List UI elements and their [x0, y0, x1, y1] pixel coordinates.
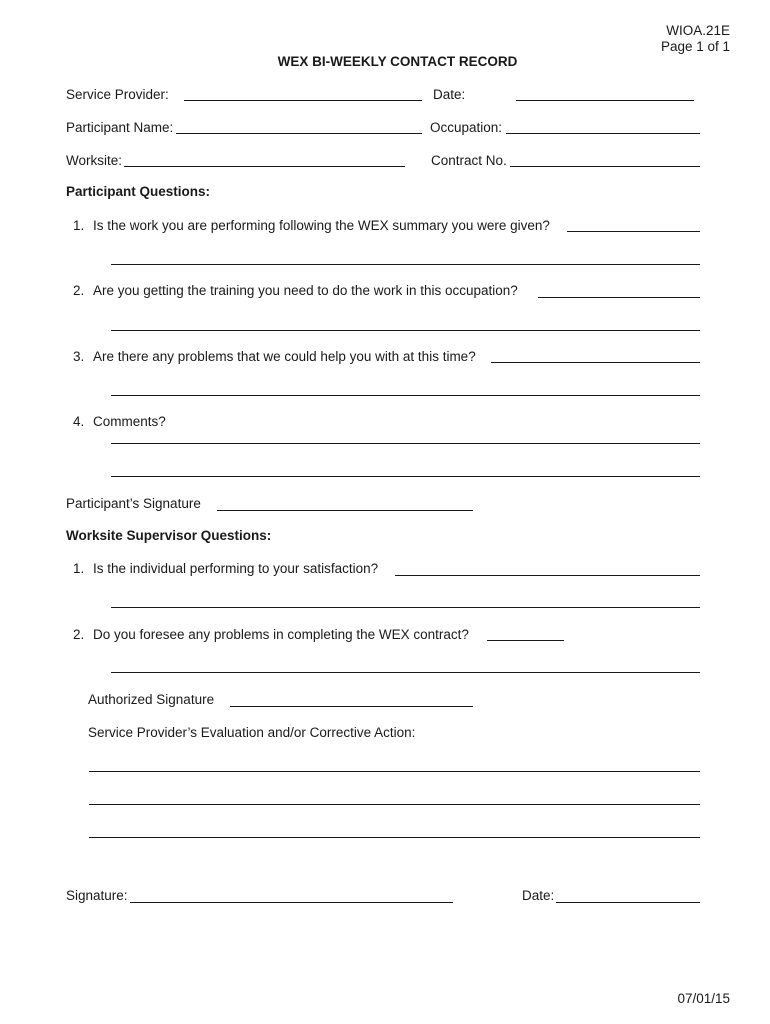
- evaluation-line[interactable]: [89, 771, 700, 772]
- answer-line[interactable]: [111, 330, 700, 331]
- participant-signature-field[interactable]: [217, 510, 473, 511]
- worksite-label: Worksite:: [66, 153, 123, 168]
- form-code: WIOA.21E: [666, 23, 730, 38]
- participant-name-field[interactable]: [176, 133, 422, 134]
- date-field[interactable]: [516, 100, 694, 101]
- evaluation-label: Service Provider’s Evaluation and/or Corrective Action:: [88, 725, 416, 740]
- participant-questions-heading: Participant Questions:: [66, 184, 211, 199]
- participant-question-4: Comments?: [93, 414, 166, 429]
- footer-date-field[interactable]: [556, 902, 700, 903]
- page-title: WEX BI-WEEKLY CONTACT RECORD: [277, 54, 518, 69]
- page-number: Page 1 of 1: [660, 39, 730, 54]
- service-provider-label: Service Provider:: [66, 87, 169, 102]
- participant-question-1: Is the work you are performing following the WEX summary you were given?: [93, 218, 550, 233]
- supervisor-question-1: Is the individual performing to your satisfaction?: [93, 561, 379, 576]
- answer-line[interactable]: [395, 575, 700, 576]
- participant-name-label: Participant Name:: [66, 120, 174, 135]
- participant-question-2: Are you getting the training you need to do the work in this occupation?: [93, 283, 518, 298]
- question-number: 2.: [73, 627, 85, 642]
- contract-no-field[interactable]: [510, 166, 700, 167]
- authorized-signature-field[interactable]: [230, 706, 473, 707]
- authorized-signature-label: Authorized Signature: [88, 692, 215, 707]
- answer-line[interactable]: [567, 231, 700, 232]
- occupation-label: Occupation:: [430, 120, 503, 135]
- date-label: Date:: [433, 87, 466, 102]
- answer-line[interactable]: [111, 395, 700, 396]
- service-provider-field[interactable]: [184, 100, 422, 101]
- footer-date-label: Date:: [522, 888, 555, 903]
- evaluation-line[interactable]: [89, 804, 700, 805]
- participant-signature-label: Participant’s Signature: [66, 496, 201, 511]
- answer-line[interactable]: [487, 640, 564, 641]
- answer-line[interactable]: [111, 607, 700, 608]
- answer-line[interactable]: [491, 362, 700, 363]
- comment-line[interactable]: [111, 476, 700, 477]
- comment-line[interactable]: [111, 443, 700, 444]
- answer-line[interactable]: [111, 672, 700, 673]
- evaluation-line[interactable]: [89, 837, 700, 838]
- signature-label: Signature:: [66, 888, 128, 903]
- question-number: 1.: [73, 561, 85, 576]
- answer-line[interactable]: [111, 264, 700, 265]
- revision-date: 07/01/15: [677, 991, 730, 1006]
- participant-question-3: Are there any problems that we could help you with at this time?: [93, 349, 476, 364]
- question-number: 2.: [73, 283, 85, 298]
- occupation-field[interactable]: [506, 133, 700, 134]
- worksite-field[interactable]: [124, 166, 405, 167]
- answer-line[interactable]: [538, 297, 700, 298]
- question-number: 4.: [73, 414, 85, 429]
- supervisor-questions-heading: Worksite Supervisor Questions:: [66, 528, 272, 543]
- supervisor-question-2: Do you foresee any problems in completing the WEX contract?: [93, 627, 469, 642]
- question-number: 3.: [73, 349, 85, 364]
- question-number: 1.: [73, 218, 85, 233]
- contract-no-label: Contract No.: [431, 153, 507, 168]
- signature-field[interactable]: [130, 902, 453, 903]
